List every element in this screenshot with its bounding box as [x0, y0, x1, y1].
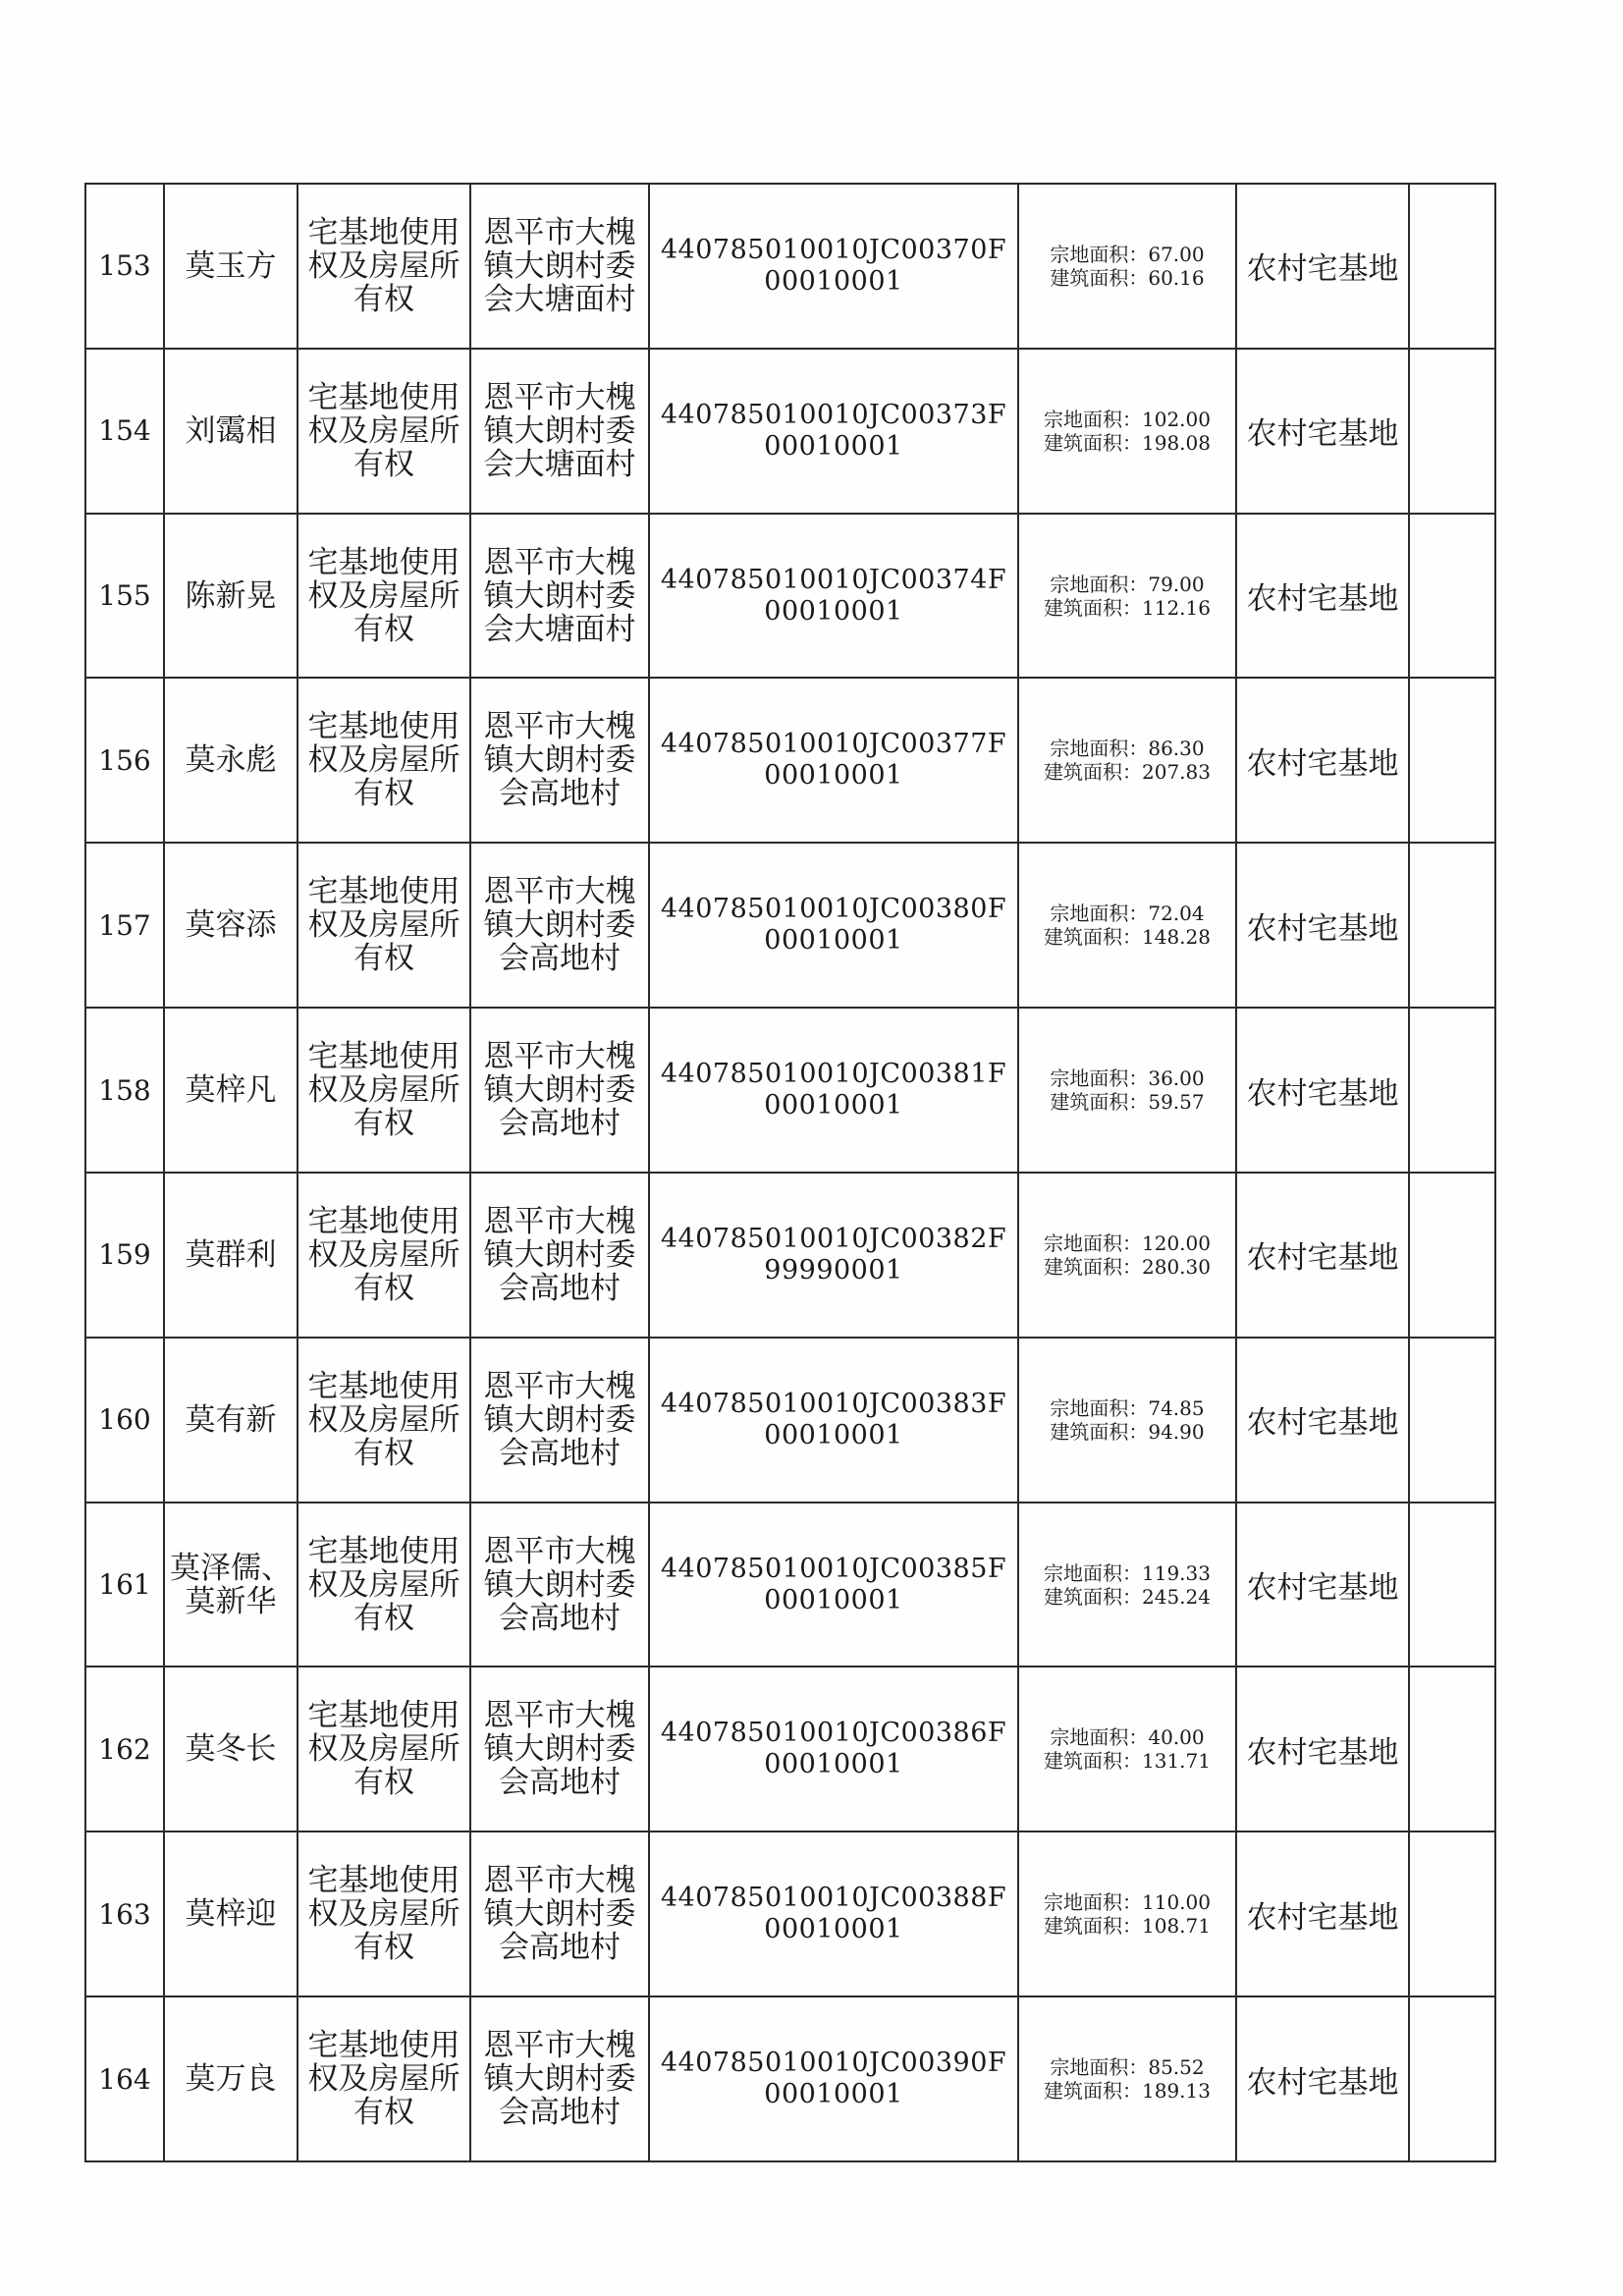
parcel-code: 440785010010JC00377F00010001: [649, 678, 1018, 843]
parcel-code: 440785010010JC00380F00010001: [649, 843, 1018, 1008]
building-area: 建筑面积：198.08: [1044, 430, 1211, 455]
land-area: 宗地面积：36.00: [1050, 1066, 1205, 1091]
land-use: 农村宅基地: [1236, 1338, 1409, 1503]
land-use: 农村宅基地: [1236, 843, 1409, 1008]
land-area: 宗地面积：86.30: [1050, 737, 1205, 761]
note-cell: [1409, 1831, 1495, 1996]
land-area: 宗地面积：110.00: [1044, 1890, 1211, 1915]
parcel-location: 恩平市大槐镇大朗村委会高地村: [470, 1667, 649, 1831]
table-row: [85, 514, 1495, 679]
owner-name: 莫有新: [164, 1338, 298, 1503]
note-cell: [1409, 1008, 1495, 1173]
land-use: 农村宅基地: [1236, 184, 1409, 349]
land-area: 宗地面积：67.00: [1050, 242, 1205, 266]
note-cell: [1409, 678, 1495, 843]
parcel-location: 恩平市大槐镇大朗村委会大塘面村: [470, 514, 649, 679]
owner-name: 莫泽儒、莫新华: [164, 1503, 298, 1667]
table-row: [85, 349, 1495, 514]
table-row: [85, 1338, 1495, 1503]
note-cell: [1409, 1338, 1495, 1503]
land-area: 宗地面积：119.33: [1044, 1560, 1211, 1585]
building-area: 建筑面积：245.24: [1044, 1584, 1211, 1609]
row-number: 154: [85, 349, 164, 514]
area-cell: [1018, 1503, 1236, 1667]
note-cell: [1409, 843, 1495, 1008]
parcel-code: 440785010010JC00381F00010001: [649, 1008, 1018, 1173]
owner-name: 莫容添: [164, 843, 298, 1008]
land-use: 农村宅基地: [1236, 1008, 1409, 1173]
right-type: 宅基地使用权及房屋所有权: [298, 1338, 470, 1503]
right-type: 宅基地使用权及房屋所有权: [298, 1831, 470, 1996]
right-type: 宅基地使用权及房屋所有权: [298, 1008, 470, 1173]
parcel-code: 440785010010JC00374F00010001: [649, 514, 1018, 679]
building-area: 建筑面积：108.71: [1044, 1914, 1211, 1939]
right-type: 宅基地使用权及房屋所有权: [298, 349, 470, 514]
land-area: 宗地面积：120.00: [1044, 1230, 1211, 1255]
area-cell: [1018, 1008, 1236, 1173]
owner-name: 莫永彪: [164, 678, 298, 843]
parcel-location: 恩平市大槐镇大朗村委会高地村: [470, 1338, 649, 1503]
row-number: 157: [85, 843, 164, 1008]
parcel-code: 440785010010JC00370F00010001: [649, 184, 1018, 349]
building-area: 建筑面积：59.57: [1050, 1090, 1205, 1115]
note-cell: [1409, 514, 1495, 679]
right-type: 宅基地使用权及房屋所有权: [298, 1996, 470, 2161]
area-cell: [1018, 678, 1236, 843]
parcel-location: 恩平市大槐镇大朗村委会高地村: [470, 1503, 649, 1667]
right-type: 宅基地使用权及房屋所有权: [298, 1173, 470, 1338]
owner-name: 莫梓凡: [164, 1008, 298, 1173]
owner-name: 刘霭相: [164, 349, 298, 514]
row-number: 156: [85, 678, 164, 843]
table-row: [85, 843, 1495, 1008]
table-row: [85, 184, 1495, 349]
parcel-location: 恩平市大槐镇大朗村委会高地村: [470, 1173, 649, 1338]
owner-name: 莫梓迎: [164, 1831, 298, 1996]
building-area: 建筑面积：112.16: [1044, 595, 1211, 620]
building-area: 建筑面积：148.28: [1044, 925, 1211, 950]
note-cell: [1409, 349, 1495, 514]
parcel-location: 恩平市大槐镇大朗村委会高地村: [470, 843, 649, 1008]
parcel-location: 恩平市大槐镇大朗村委会大塘面村: [470, 349, 649, 514]
row-number: 159: [85, 1173, 164, 1338]
table-row: [85, 1831, 1495, 1996]
parcel-location: 恩平市大槐镇大朗村委会高地村: [470, 1831, 649, 1996]
table-row: [85, 1503, 1495, 1667]
land-area: 宗地面积：72.04: [1050, 902, 1205, 926]
right-type: 宅基地使用权及房屋所有权: [298, 514, 470, 679]
parcel-code: 440785010010JC00388F00010001: [649, 1831, 1018, 1996]
parcel-location: 恩平市大槐镇大朗村委会大塘面村: [470, 184, 649, 349]
area-cell: [1018, 1338, 1236, 1503]
right-type: 宅基地使用权及房屋所有权: [298, 184, 470, 349]
area-cell: [1018, 514, 1236, 679]
table-row: [85, 1667, 1495, 1831]
note-cell: [1409, 1503, 1495, 1667]
building-area: 建筑面积：207.83: [1044, 760, 1211, 785]
right-type: 宅基地使用权及房屋所有权: [298, 678, 470, 843]
row-number: 160: [85, 1338, 164, 1503]
land-use: 农村宅基地: [1236, 1996, 1409, 2161]
land-use: 农村宅基地: [1236, 349, 1409, 514]
row-number: 162: [85, 1667, 164, 1831]
parcel-code: 440785010010JC00386F00010001: [649, 1667, 1018, 1831]
table-row: [85, 1173, 1495, 1338]
area-cell: [1018, 1831, 1236, 1996]
parcel-code: 440785010010JC00390F00010001: [649, 1996, 1018, 2161]
building-area: 建筑面积：60.16: [1050, 265, 1205, 290]
parcel-code: 440785010010JC00385F00010001: [649, 1503, 1018, 1667]
parcel-location: 恩平市大槐镇大朗村委会高地村: [470, 1996, 649, 2161]
land-area: 宗地面积：40.00: [1050, 1725, 1205, 1750]
table-row: [85, 1996, 1495, 2161]
note-cell: [1409, 1996, 1495, 2161]
registration-table: [84, 183, 1496, 2162]
land-use: 农村宅基地: [1236, 1503, 1409, 1667]
parcel-code: 440785010010JC00383F00010001: [649, 1338, 1018, 1503]
registration-table-body: [85, 184, 1495, 2161]
land-use: 农村宅基地: [1236, 1173, 1409, 1338]
row-number: 164: [85, 1996, 164, 2161]
building-area: 建筑面积：131.71: [1044, 1749, 1211, 1774]
parcel-location: 恩平市大槐镇大朗村委会高地村: [470, 678, 649, 843]
building-area: 建筑面积：94.90: [1050, 1419, 1205, 1444]
table-row: [85, 1008, 1495, 1173]
land-use: 农村宅基地: [1236, 678, 1409, 843]
land-use: 农村宅基地: [1236, 514, 1409, 679]
land-area: 宗地面积：102.00: [1044, 407, 1211, 431]
area-cell: [1018, 843, 1236, 1008]
land-use: 农村宅基地: [1236, 1667, 1409, 1831]
parcel-code: 440785010010JC00373F00010001: [649, 349, 1018, 514]
building-area: 建筑面积：280.30: [1044, 1254, 1211, 1279]
parcel-location: 恩平市大槐镇大朗村委会高地村: [470, 1008, 649, 1173]
land-use: 农村宅基地: [1236, 1831, 1409, 1996]
owner-name: 陈新晃: [164, 514, 298, 679]
area-cell: [1018, 184, 1236, 349]
row-number: 155: [85, 514, 164, 679]
owner-name: 莫万良: [164, 1996, 298, 2161]
row-number: 153: [85, 184, 164, 349]
land-area: 宗地面积：74.85: [1050, 1395, 1205, 1420]
area-cell: [1018, 1173, 1236, 1338]
owner-name: 莫冬长: [164, 1667, 298, 1831]
owner-name: 莫玉方: [164, 184, 298, 349]
note-cell: [1409, 184, 1495, 349]
row-number: 161: [85, 1503, 164, 1667]
row-number: 158: [85, 1008, 164, 1173]
area-cell: [1018, 1996, 1236, 2161]
land-area: 宗地面积：85.52: [1050, 2055, 1205, 2080]
right-type: 宅基地使用权及房屋所有权: [298, 1667, 470, 1831]
table-row: [85, 678, 1495, 843]
right-type: 宅基地使用权及房屋所有权: [298, 1503, 470, 1667]
note-cell: [1409, 1667, 1495, 1831]
parcel-code: 440785010010JC00382F99990001: [649, 1173, 1018, 1338]
area-cell: [1018, 1667, 1236, 1831]
owner-name: 莫群利: [164, 1173, 298, 1338]
area-cell: [1018, 349, 1236, 514]
building-area: 建筑面积：189.13: [1044, 2079, 1211, 2104]
right-type: 宅基地使用权及房屋所有权: [298, 843, 470, 1008]
row-number: 163: [85, 1831, 164, 1996]
note-cell: [1409, 1173, 1495, 1338]
land-area: 宗地面积：79.00: [1050, 572, 1205, 596]
